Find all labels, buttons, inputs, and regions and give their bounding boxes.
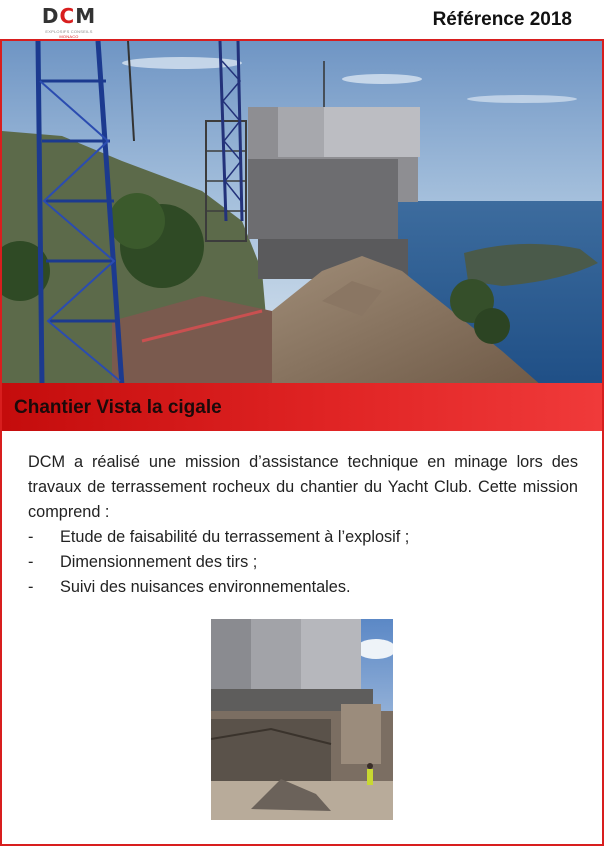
description [28, 450, 578, 600]
dcm-logo [36, 4, 102, 38]
mission-list [28, 525, 578, 600]
reference-title: Référence 2018 [432, 9, 572, 30]
project-banner [2, 383, 602, 431]
project-title: Chantier Vista la cigale [14, 397, 222, 418]
intro-paragraph: DCM a réalisé une mission d’assistance technique en minage lors des travaux de terrassement rocheux du chantier du Yacht Club. Cette mission comprend : [28, 453, 578, 521]
logo-wordmark: DCM [41, 4, 97, 28]
list-item: - Dimensionnement des tirs ; [28, 553, 258, 571]
construction-site-photo [2, 41, 602, 386]
list-item: - Etude de faisabilité du terrassement à l’explosif ; [28, 528, 410, 546]
building-photo [211, 619, 393, 820]
header [0, 0, 604, 40]
logo-tagline: EXPLOSIFS CONSEILS MONACO [45, 29, 93, 39]
list-item: - Suivi des nuisances environnementales. [28, 578, 351, 596]
